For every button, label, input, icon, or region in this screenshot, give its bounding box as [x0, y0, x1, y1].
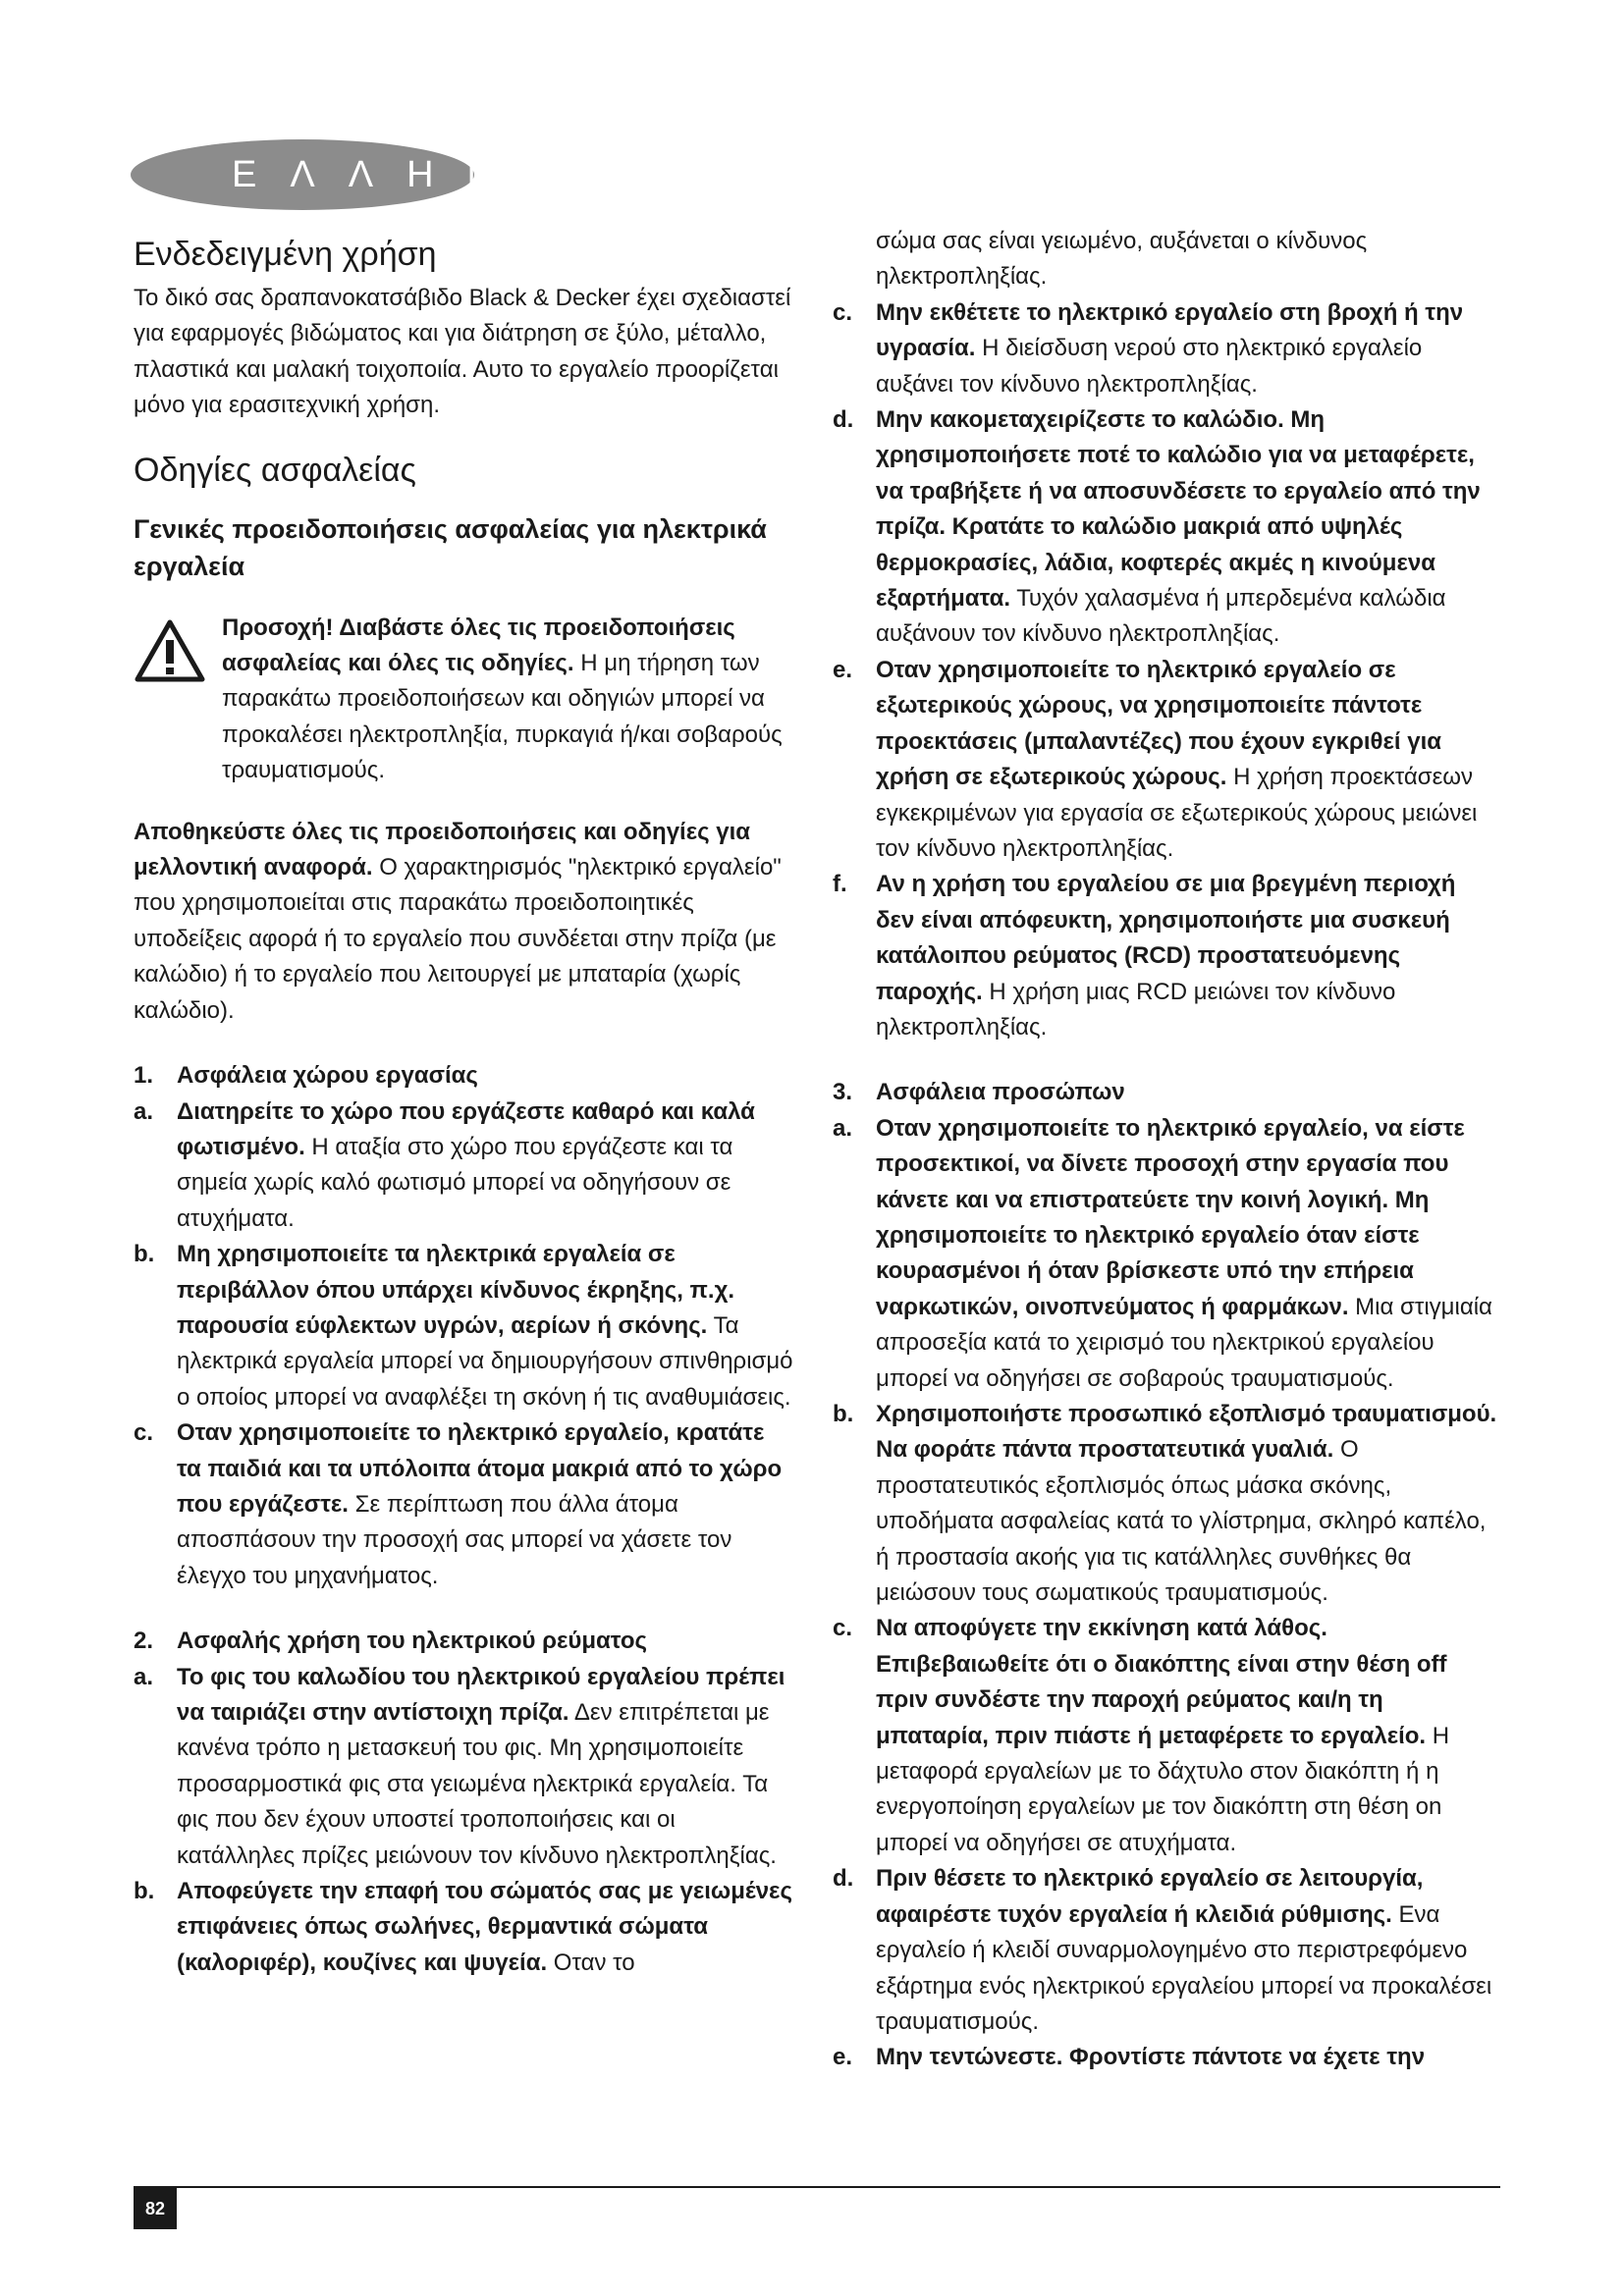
item-text: Ενα εργαλείο ή κλειδί συναρμολογημένο στο περιστρεφόμενο εξάρτημα ενός ηλεκτρικού εργαλείου μπορεί να προκαλέσει τραυματισμούς. — [876, 1900, 1492, 2035]
section-2-item-b-continued — [833, 224, 1500, 295]
section-1-number: 1. — [134, 1062, 154, 1090]
item-label: c. — [134, 1419, 154, 1447]
section-2-item-f — [833, 867, 1500, 1045]
item-label: b. — [134, 1878, 155, 1905]
item-bold: Οταν χρησιμοποιείτε το ηλεκτρικό εργαλείο σε εξωτερικούς χώρους, να χρησιμοποιείτε πάντοτε προεκτάσεις (μπαλαντέζες) που έχουν εγκριθεί για χρήση σε εξωτερικούς χώρους. — [876, 656, 1442, 791]
item-bold: Οταν χρησιμοποιείτε το ηλεκτρικό εργαλείο, να είστε προσεκτικοί, να δίνετε προσοχή στην εργασία που κάνετε και να επιστρατεύετε την κοινή λογική. Μη χρησιμοποιείτε το ηλεκτρικό εργαλείο όταν είστε κουρασμένοι ή όταν βρίσκεστε υπό την επήρεια ναρκωτικών, οινοπνεύματος ή φαρμάκων. — [876, 1114, 1465, 1320]
item-bold: Οταν χρησιμοποιείτε το ηλεκτρικό εργαλείο, κρατάτε τα παιδιά και τα υπόλοιπα άτομα μακριά από το χώρο που εργάζεστε. — [177, 1419, 783, 1518]
keep-instructions — [134, 815, 793, 1029]
section-2-number: 2. — [134, 1628, 154, 1655]
safety-heading: Οδηγίες ασφαλείας — [134, 451, 416, 489]
section-2-item-c — [833, 295, 1500, 402]
section-1-item-c — [134, 1415, 793, 1594]
section-3-item-d — [833, 1861, 1500, 2040]
section-3-item-e — [833, 2040, 1500, 2075]
language-tab-label: ΕΛΛΗΝ — [232, 153, 527, 195]
item-bold: Μην εκθέτετε το ηλεκτρικό εργαλείο στη βροχή ή την υγρασία. — [876, 298, 1464, 362]
item-text: Σε περίπτωση που άλλα άτομα αποσπάσουν την προσοχή σας μπορεί να χάσετε τον έλεγχο του μηχανήματος. — [177, 1490, 732, 1589]
safety-subheading: Γενικές προειδοποιήσεις ασφαλείας για ηλεκτρικά εργαλεία — [134, 513, 767, 581]
item-text: Η αταξία στο χώρο που εργάζεστε και τα σημεία χωρίς καλό φωτισμό μπορεί να οδηγήσουν σε ατυχήματα. — [177, 1133, 733, 1232]
item-text: Ο προστατευτικός εξοπλισμός όπως μάσκα σκόνης, υποδήματα ασφαλείας κατά το γλίστρημα, σκληρό καπέλο, ή προστασία ακοής για τις κατάλληλες συνθήκες θα μειώσουν τους σωματικούς τραυματισμούς. — [876, 1436, 1487, 1607]
item-label: e. — [833, 2044, 853, 2071]
keep-body: Ο χαρακτηρισμός "ηλεκτρικό εργαλείο" που χρησιμοποιείται στις παρακάτω προειδοποιητικές υποδείξεις αφορά ή το εργαλείο που συνδέεται στην πρίζα (με καλώδιο) ή το εργαλείο που λειτουργεί με μπαταρία (χωρίς καλώδιο). — [134, 854, 782, 1024]
item-label: e. — [833, 656, 853, 683]
section-3-item-c — [833, 1611, 1500, 1861]
item-text: Η χρήση προεκτάσεων εγκεκριμένων για εργασία σε εξωτερικούς χώρους μειώνει τον κίνδυνο ηλεκτροπληξίας. — [876, 764, 1478, 862]
item-label: b. — [134, 1241, 155, 1268]
section-1-item-b — [134, 1237, 793, 1415]
page-number: 82 — [134, 2188, 177, 2229]
section-2-heading — [134, 1624, 793, 1659]
warning-block — [134, 611, 793, 789]
item-label: d. — [833, 406, 854, 434]
item-label: a. — [134, 1663, 154, 1690]
item-label: b. — [833, 1401, 854, 1427]
item-label: c. — [833, 1615, 853, 1642]
item-text: Τυχόν χαλασμένα ή μπερδεμένα καλώδια αυξάνουν τον κίνδυνο ηλεκτροπληξίας. — [876, 585, 1446, 648]
section-2-item-d — [833, 402, 1500, 653]
item-text: Τα ηλεκτρικά εργαλεία μπορεί να δημιουργήσουν σπινθηρισμό ο οποίος μπορεί να αναφλέξει τη σκόνη ή τις αναθυμιάσεις. — [177, 1311, 793, 1411]
item-label: c. — [833, 298, 853, 326]
item-bold: Μην κακομεταχειρίζεστε το καλώδιο. Μη χρησιμοποιήσετε ποτέ το καλώδιο για να μεταφέρετε, να τραβήξετε ή να αποσυνδέσετε το εργαλείο από την πρίζα. Κρατάτε το καλώδιο μακριά από υψηλές θερμοκρασίες, λάδια, κοφτερές ακμές η κινούμενα εξαρτήματα. — [876, 406, 1481, 613]
left-column — [134, 224, 793, 1981]
section-3-item-a — [833, 1111, 1500, 1397]
section-3-item-b — [833, 1397, 1500, 1611]
item-bold: Να αποφύγετε την εκκίνηση κατά λάθος. Επιβεβαιωθείτε ότι ο διακόπτης είναι στην θέση off πριν συνδέστε την παροχή ρεύματος και/η τη μπαταρία, πριν πιάστε ή μεταφέρετε το εργαλείο. — [876, 1615, 1447, 1749]
language-tab — [126, 135, 527, 214]
intended-use-heading: Ενδεδειγμένη χρήση — [134, 236, 437, 273]
section-1-title: Ασφάλεια χώρου εργασίας — [177, 1062, 478, 1090]
item-text: Η διείσδυση νερού στο ηλεκτρικό εργαλείο αυξάνει τον κίνδυνο ηλεκτροπληξίας. — [876, 335, 1423, 398]
keep-bold: Αποθηκεύστε όλες τις προειδοποιήσεις και οδηγίες για μελλοντική αναφορά. — [134, 818, 751, 881]
footer-rule — [134, 2186, 1500, 2188]
item-text: Οταν το — [547, 1949, 635, 1976]
warning-text — [222, 611, 793, 789]
item-bold: Αποφεύγετε την επαφή του σώματός σας με γειωμένες επιφάνειες όπως σωλήνες, θερμαντικά σώματα (καλοριφέρ), κουζίνες και ψυγεία. — [177, 1878, 792, 1976]
section-3-number: 3. — [833, 1079, 853, 1106]
item-bold: Το φις του καλωδίου του ηλεκτρικού εργαλείου πρέπει να ταιριάζει στην αντίστοιχη πρίζα. — [177, 1663, 785, 1726]
section-1-item-a — [134, 1095, 793, 1238]
right-column — [833, 224, 1500, 2076]
section-3-heading — [833, 1075, 1500, 1110]
item-bold: Μην τεντώνεστε. Φροντίστε πάντοτε να έχετε την — [876, 2044, 1426, 2071]
item-label: d. — [833, 1865, 854, 1893]
section-2-item-e — [833, 653, 1500, 867]
item-text: Η χρήση μιας RCD μειώνει τον κίνδυνο ηλεκτροπληξίας. — [876, 978, 1396, 1041]
item-bold: Αν η χρήση του εργαλείου σε μια βρεγμένη περιοχή δεν είναι απόφευκτη, χρησιμοποιήστε μια συσκευή κατάλοιπου ρεύματος (RCD) προστατευόμενης παροχής. — [876, 871, 1456, 1005]
item-label: a. — [833, 1114, 853, 1142]
item-label: f. — [833, 871, 847, 898]
section-2-item-b — [134, 1874, 793, 1981]
section-2-item-a — [134, 1660, 793, 1874]
warning-body: Η μη τήρηση των παρακάτω προειδοποιήσεων και οδηγιών μπορεί να προκαλέσει ηλεκτροπληξία, πυρκαγιά ή/και σοβαρούς τραυματισμούς. — [222, 650, 783, 784]
item-bold: Πριν θέσετε το ηλεκτρικό εργαλείο σε λειτουργία, αφαιρέστε τυχόν εργαλεία ή κλειδιά ρύθμισης. — [876, 1865, 1424, 1928]
item-text: Μια στιγμιαία απροσεξία κατά το χειρισμό του ηλεκτρικού εργαλείου μπορεί να οδηγήσει σε σοβαρούς τραυματισμούς. — [876, 1293, 1492, 1392]
item-bold: Μη χρησιμοποιείτε τα ηλεκτρικά εργαλεία σε περιβάλλον όπου υπάρχει κίνδυνος έκρηξης, π.χ. παρουσία εύφλεκτων υγρών, αερίων ή σκόνης. — [177, 1241, 735, 1339]
intended-use-text: Το δικό σας δραπανοκατσάβιδο Black & Decker έχει σχεδιαστεί για εφαρμογές βιδώματος και για διάτρηση σε ξύλο, μέταλλο, πλαστικά και μαλακή τοιχοποιία. Αυτο το εργαλείο προορίζεται μόνο για ερασιτεχνική χρήση. — [134, 285, 791, 419]
item-label: a. — [134, 1097, 154, 1125]
item-bold: Χρησιμοποιήστε προσωπικό εξοπλισμό τραυματισμού. Να φοράτε πάντα προστατευτικά γυαλιά. — [876, 1401, 1497, 1464]
item-text: Η μεταφορά εργαλείων με το δάχτυλο στον διακόπτη ή η ενεργοποίηση εργαλείων με τον διακόπτη στη θέση on μπορεί να οδηγήσει σε ατυχήματα. — [876, 1722, 1450, 1856]
section-3-title: Ασφάλεια προσώπων — [876, 1079, 1125, 1106]
warning-triangle-icon — [134, 618, 206, 683]
section-2-title: Ασφαλής χρήση του ηλεκτρικού ρεύματος — [177, 1628, 647, 1655]
item-bold: Διατηρείτε το χώρο που εργάζεστε καθαρό και καλά φωτισμένο. — [177, 1097, 755, 1160]
item-text: σώμα σας είναι γειωμένο, αυξάνεται ο κίνδυνος ηλεκτροπληξίας. — [876, 228, 1368, 291]
section-1-heading — [134, 1058, 793, 1094]
warning-bold: Προσοχή! Διαβάστε όλες τις προειδοποιήσεις ασφαλείας και όλες τις οδηγίες. — [222, 614, 735, 677]
item-text: Δεν επιτρέπεται με κανένα τρόπο η μετασκευή του φις. Μη χρησιμοποιείτε προσαρμοστικά φις στα γειωμένα ηλεκτρικά εργαλεία. Τα φις που δεν έχουν υποστεί τροποποιήσεις και οι κατάλληλες πρίζες μειώνουν τον κίνδυνο ηλεκτροπληξίας. — [177, 1699, 777, 1869]
